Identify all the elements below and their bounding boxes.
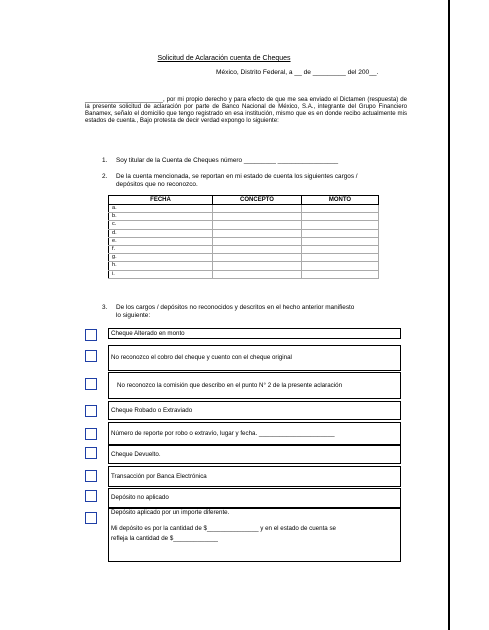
table-cell[interactable]	[213, 262, 302, 270]
item-3-text-line2: lo siguiente:	[116, 312, 151, 319]
option-4-row	[108, 401, 401, 420]
table-row	[109, 270, 379, 278]
option-6-row	[108, 445, 401, 464]
option-3-label: No reconozco la comisión que describo en el punto N° 2 de la presente aclaración	[117, 382, 343, 389]
row-label: e.	[109, 237, 213, 245]
table-cell[interactable]	[213, 229, 302, 237]
header-fecha: FECHA	[109, 196, 213, 205]
option-1-checkbox[interactable]	[85, 329, 97, 341]
table-cell[interactable]	[213, 237, 302, 245]
row-label: f.	[109, 245, 213, 253]
option-8-label: Depósito no aplicado	[111, 494, 169, 501]
option-9-detail-line2: refleja la cantidad de $_____________	[111, 535, 218, 542]
option-2-checkbox[interactable]	[85, 350, 97, 362]
place-date-line: México, Distrito Federal, a __ de _________ del 200__.	[216, 69, 379, 76]
table-row	[109, 254, 379, 262]
table-cell[interactable]	[302, 245, 379, 253]
option-5-row	[108, 422, 401, 445]
table-row	[109, 229, 379, 237]
item-2-text-line2: depósitos que no reconozco.	[116, 181, 198, 188]
option-9-checkbox[interactable]	[85, 512, 97, 524]
table-cell[interactable]	[213, 221, 302, 229]
table-cell[interactable]	[302, 229, 379, 237]
table-cell[interactable]	[302, 221, 379, 229]
row-label: a.	[109, 205, 213, 213]
table-cell[interactable]	[213, 245, 302, 253]
row-label: d.	[109, 229, 213, 237]
table-row	[109, 205, 379, 213]
item-3-number: 3.	[102, 304, 108, 311]
option-3-row	[108, 372, 401, 399]
option-2-label: No reconozco el cobro del cheque y cuento con el cheque original	[111, 354, 292, 361]
option-5-label: Número de reporte por robo o extravío, lugar y fecha. ______________________	[111, 430, 335, 437]
table-cell[interactable]	[302, 205, 379, 213]
row-label: i.	[109, 270, 213, 278]
item-3-text-line1: De los cargos / depósitos no reconocidos y descritos en el hecho anterior manifiesto	[116, 304, 355, 311]
table-cell[interactable]	[302, 237, 379, 245]
row-label: g.	[109, 254, 213, 262]
row-label: h.	[109, 262, 213, 270]
item-1-number: 1.	[102, 157, 108, 164]
option-9-detail-line1: Mi depósito es por la cantidad de $_______________ y en el estado de cuenta se	[111, 525, 336, 532]
row-label: c.	[109, 221, 213, 229]
table-row	[109, 262, 379, 270]
charges-table	[108, 195, 379, 279]
table-cell[interactable]	[213, 254, 302, 262]
item-2-text-line1: De la cuenta mencionada, se reportan en mi estado de cuenta los siguientes cargos /	[116, 173, 358, 180]
option-2-row	[108, 345, 401, 371]
option-8-row	[108, 488, 401, 508]
table-cell[interactable]	[302, 254, 379, 262]
option-4-label: Cheque Robado o Extraviado	[111, 407, 193, 414]
header-concepto: CONCEPTO	[213, 196, 302, 205]
table-row	[109, 213, 379, 221]
option-3-checkbox[interactable]	[85, 378, 97, 390]
option-6-checkbox[interactable]	[85, 447, 97, 459]
table-cell[interactable]	[213, 270, 302, 278]
table-cell[interactable]	[213, 213, 302, 221]
viewer-margin	[450, 0, 489, 630]
table-cell[interactable]	[213, 205, 302, 213]
table-cell[interactable]	[302, 213, 379, 221]
table-row	[109, 221, 379, 229]
table-row	[109, 245, 379, 253]
table-cell[interactable]	[302, 270, 379, 278]
option-7-row	[108, 466, 401, 487]
item-2-number: 2.	[102, 173, 108, 180]
row-label: b.	[109, 213, 213, 221]
option-1-row	[108, 328, 401, 339]
option-5-checkbox[interactable]	[85, 428, 97, 440]
option-1-label: Cheque Alterado en monto	[111, 330, 185, 337]
item-1-text: Soy titular de la Cuenta de Cheques número _________ _________________	[116, 157, 339, 164]
option-6-label: Cheque Devuelto.	[111, 451, 161, 458]
option-7-checkbox[interactable]	[85, 470, 97, 482]
intro-paragraph: _______________________, por mi propio derecho y para efecto de que me sea enviado el Dictamen (respuesta) de la presente solicitud de aclaración por parte de Banco Nacional de México, S.A., integrante del Grupo Financiero Banamex, señalo el domicilio que tengo registrado en esa institución, mismo que es en donde recibo actualmente mis estados de cuenta., Bajo protesta de decir verdad expongo lo siguiente:	[85, 96, 407, 124]
option-9-row	[108, 508, 401, 562]
option-4-checkbox[interactable]	[85, 405, 97, 417]
document-title: Solicitud de Aclaración cuenta de Cheques	[157, 55, 291, 62]
table-row	[109, 237, 379, 245]
table-cell[interactable]	[302, 262, 379, 270]
header-monto: MONTO	[302, 196, 379, 205]
option-8-checkbox[interactable]	[85, 490, 97, 502]
option-7-label: Transacción por Banca Electrónica	[111, 473, 207, 480]
option-9-label: Depósito aplicado por un importe diferente.	[111, 509, 230, 516]
